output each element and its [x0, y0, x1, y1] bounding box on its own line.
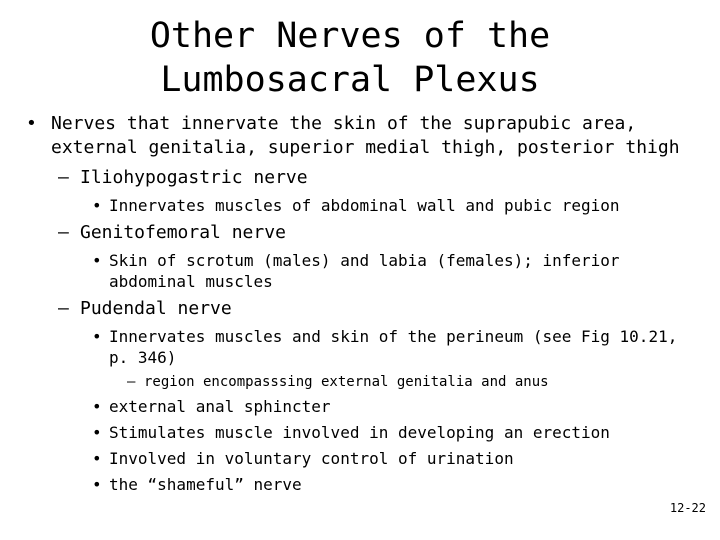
sub-item-genitofemoral — [0, 221, 720, 245]
detail-text: Stimulates muscle involved in developing an erection — [109, 423, 610, 442]
sub-item-pudendal — [0, 297, 720, 321]
sub-detail-text: region encompasssing external genitalia and anus — [144, 374, 549, 390]
bullet-text: Nerves that innervate the skin of the suprapubic area, external genitalia, superior medial thigh, posterior thigh — [51, 113, 680, 158]
bullet-icon: • — [92, 196, 102, 215]
bullet-item-intro — [0, 112, 720, 160]
detail-text: Involved in voluntary control of urination — [109, 449, 514, 468]
detail-item — [0, 250, 720, 292]
slide-title-line-2: Lumbosacral Plexus — [160, 60, 540, 100]
detail-item — [0, 326, 720, 368]
slide-body — [0, 112, 720, 500]
detail-item — [0, 422, 720, 443]
slide-number: 12-22 — [669, 501, 706, 515]
sub-item-text: Pudendal nerve — [80, 298, 232, 319]
detail-text: Skin of scrotum (males) and labia (females); inferior abdominal muscles — [109, 251, 620, 291]
detail-item — [0, 195, 720, 216]
bullet-icon: • — [92, 251, 102, 270]
sub-detail-item — [0, 373, 720, 391]
dash-icon: – — [127, 374, 136, 390]
detail-item — [0, 396, 720, 417]
detail-text: Innervates muscles of abdominal wall and pubic region — [109, 196, 620, 215]
dash-icon: – — [58, 167, 69, 188]
slide-title-line-1: Other Nerves of the — [149, 16, 551, 56]
bullet-icon: • — [92, 423, 102, 442]
dash-icon: – — [58, 222, 69, 243]
slide-title — [0, 14, 700, 102]
bullet-icon: • — [26, 113, 37, 134]
detail-text: Innervates muscles and skin of the perineum (see Fig 10.21, p. 346) — [109, 327, 678, 367]
detail-item — [0, 448, 720, 469]
bullet-icon: • — [92, 475, 102, 494]
bullet-icon: • — [92, 397, 102, 416]
sub-item-text: Iliohypogastric nerve — [80, 167, 308, 188]
dash-icon: – — [58, 298, 69, 319]
bullet-icon: • — [92, 327, 102, 346]
bullet-icon: • — [92, 449, 102, 468]
sub-item-iliohypogastric — [0, 166, 720, 190]
detail-text: the “shameful” nerve — [109, 475, 302, 494]
detail-item — [0, 474, 720, 495]
sub-item-text: Genitofemoral nerve — [80, 222, 286, 243]
detail-text: external anal sphincter — [109, 397, 331, 416]
